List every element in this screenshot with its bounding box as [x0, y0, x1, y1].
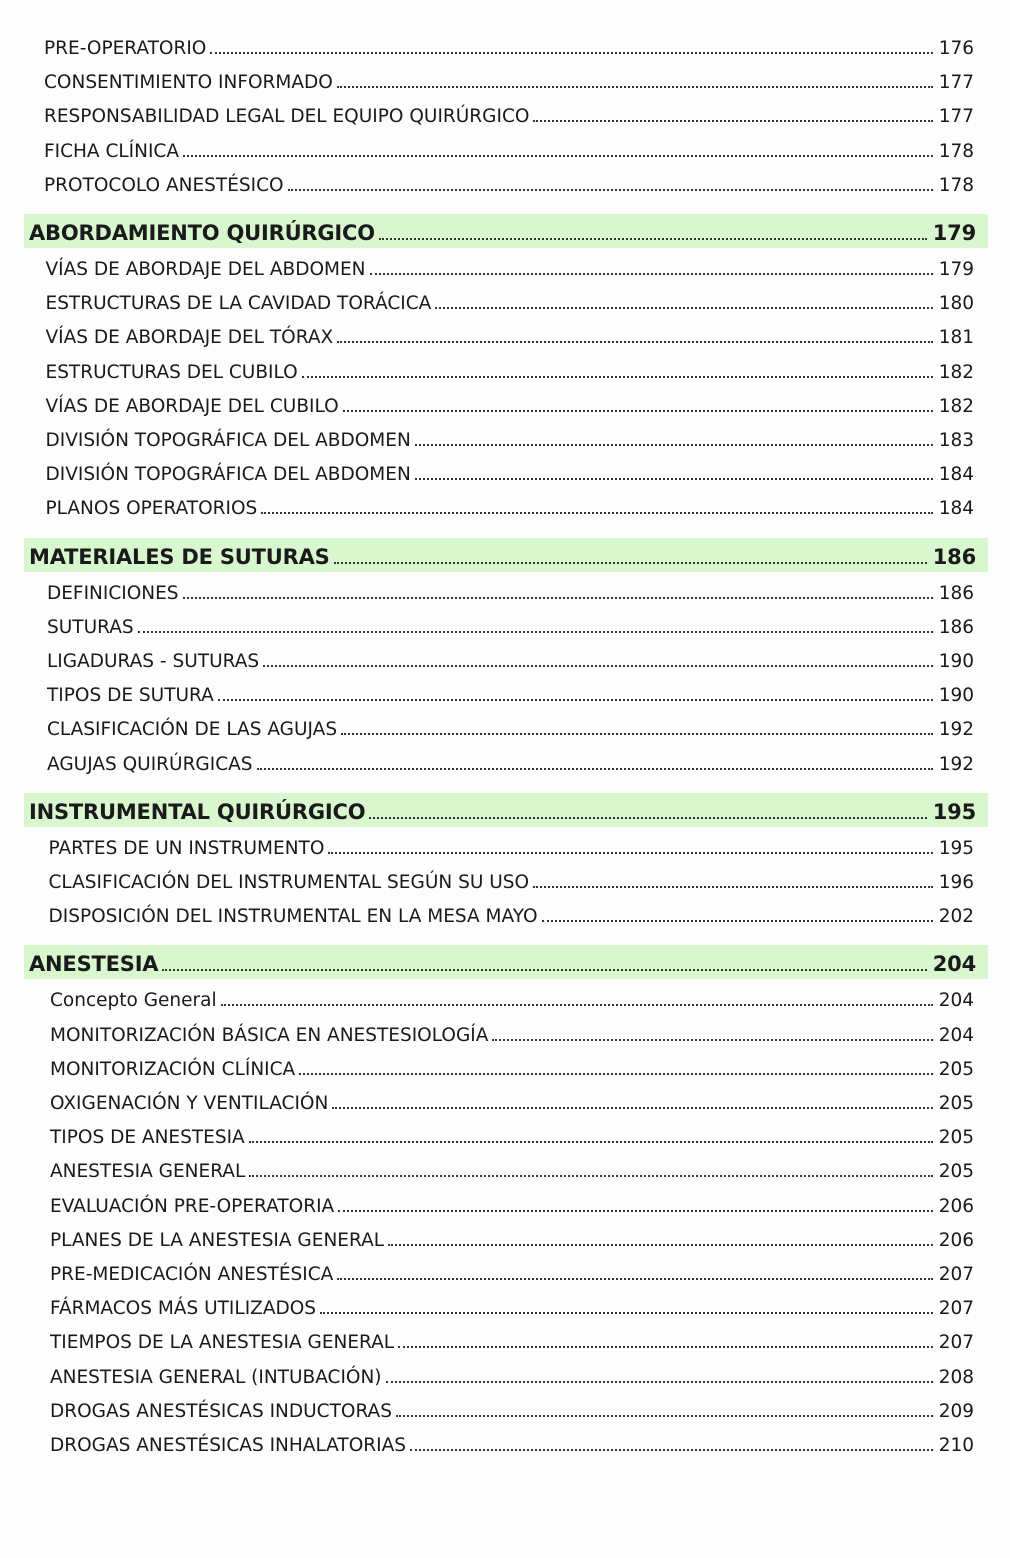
toc-entry[interactable] [50, 1396, 974, 1424]
entry-title: DEFINICIONES [47, 582, 179, 604]
entry-title: ANESTESIA GENERAL (INTUBACIÓN) [50, 1366, 382, 1388]
dot-leader [410, 1449, 933, 1451]
entry-page-number: 206 [938, 1229, 974, 1251]
dot-leader [183, 597, 933, 599]
section-title: MATERIALES DE SUTURAS [29, 544, 330, 569]
entry-title: DIVISIÓN TOPOGRÁFICA DEL ABDOMEN [45, 430, 411, 451]
entry-title: LIGADURAS - SUTURAS [47, 651, 260, 672]
entry-title: DIVISIÓN TOPOGRÁFICA DEL ABDOMEN [45, 464, 411, 486]
dot-leader [257, 768, 933, 770]
entry-page-number: 182 [938, 395, 974, 417]
dot-leader [341, 733, 933, 735]
toc-entry[interactable] [49, 901, 975, 929]
entry-page-number: 207 [938, 1298, 974, 1320]
section-page-number: 195 [932, 799, 976, 824]
entry-title: PLANES DE LA ANESTESIA GENERAL [50, 1229, 385, 1251]
entry-page-number: 210 [938, 1435, 974, 1456]
dot-leader [369, 817, 926, 819]
entry-page-number: 190 [938, 651, 974, 672]
toc-entry[interactable] [50, 1054, 974, 1082]
entry-page-number: 181 [938, 327, 974, 349]
dot-leader [320, 1312, 933, 1314]
entry-title: EVALUACIÓN PRE-OPERATORIA [50, 1195, 335, 1217]
entry-page-number: 186 [938, 616, 974, 638]
toc-entry[interactable] [47, 612, 974, 640]
toc-entry[interactable] [50, 1430, 974, 1458]
entry-title: DISPOSICIÓN DEL INSTRUMENTAL EN LA MESA MAYO [48, 906, 538, 928]
dot-leader [249, 1175, 932, 1177]
entry-title: TIPOS DE SUTURA [47, 685, 214, 707]
entry-title: ANESTESIA GENERAL [50, 1161, 246, 1183]
section-page-number: 204 [932, 952, 976, 977]
dot-leader [533, 886, 933, 888]
dot-leader [343, 410, 933, 412]
entry-title: CLASIFICACIÓN DE LAS AGUJAS [47, 719, 338, 741]
entry-page-number: 184 [938, 498, 974, 520]
section-page-number: 179 [932, 221, 976, 245]
toc-entry[interactable] [46, 391, 975, 419]
entry-title: AGUJAS QUIRÚRGICAS [47, 753, 253, 775]
entry-page-number: 183 [938, 430, 974, 451]
entry-title: PROTOCOLO ANESTÉSICO [44, 174, 284, 196]
entry-title: RESPONSABILIDAD LEGAL DEL EQUIPO QUIRÚRGICO [44, 106, 530, 128]
toc-entry[interactable] [47, 578, 974, 606]
entry-title: VÍAS DE ABORDAJE DEL TÓRAX [45, 327, 334, 349]
entry-page-number: 192 [938, 753, 974, 775]
toc-entry[interactable] [44, 101, 974, 129]
entry-page-number: 205 [938, 1127, 974, 1149]
toc-entry[interactable] [47, 749, 974, 777]
entry-page-number: 196 [938, 872, 974, 893]
toc-entry[interactable] [47, 714, 974, 742]
section-heading[interactable] [24, 538, 988, 572]
toc-entry[interactable] [50, 1225, 974, 1253]
section-title: INSTRUMENTAL QUIRÚRGICO [29, 799, 366, 824]
entry-title: FÁRMACOS MÁS UTILIZADOS [50, 1298, 317, 1320]
entry-page-number: 204 [938, 990, 974, 1012]
dot-leader [302, 376, 933, 378]
entry-page-number: 192 [938, 719, 974, 741]
entry-title: MONITORIZACIÓN CLÍNICA [50, 1058, 296, 1080]
entry-title: OXIGENACIÓN Y VENTILACIÓN [50, 1093, 329, 1114]
entry-page-number: 206 [938, 1195, 974, 1217]
dot-leader [210, 52, 932, 54]
entry-page-number: 205 [938, 1093, 974, 1114]
entry-page-number: 176 [938, 38, 974, 59]
toc-entry[interactable] [50, 1156, 974, 1184]
dot-leader [337, 1278, 932, 1280]
dot-leader [396, 1415, 933, 1417]
toc-entry[interactable] [46, 493, 975, 521]
entry-title: VÍAS DE ABORDAJE DEL CUBILO [45, 395, 339, 417]
entry-page-number: 205 [938, 1161, 974, 1183]
dot-leader [162, 969, 926, 971]
dot-leader [288, 189, 933, 191]
entry-title: PARTES DE UN INSTRUMENTO [48, 837, 325, 859]
dot-leader [388, 1244, 933, 1246]
toc-entry[interactable] [44, 33, 974, 61]
toc-entry[interactable] [44, 170, 974, 198]
toc-entry[interactable] [46, 357, 975, 385]
dot-leader [249, 1141, 933, 1143]
dot-leader [542, 920, 933, 922]
dot-leader [337, 86, 933, 88]
entry-page-number: 205 [938, 1058, 974, 1080]
toc-entry[interactable] [46, 322, 975, 350]
toc-entry[interactable] [50, 1088, 974, 1116]
dot-leader [415, 444, 933, 446]
dot-leader [328, 852, 932, 854]
entry-title: DROGAS ANESTÉSICAS INHALATORIAS [50, 1435, 406, 1456]
entry-title: PLANOS OPERATORIOS [45, 498, 258, 520]
toc-entry[interactable] [50, 1259, 974, 1287]
dot-leader [379, 238, 927, 240]
entry-title: FICHA CLÍNICA [44, 140, 180, 162]
entry-page-number: 178 [938, 174, 974, 196]
dot-leader [337, 341, 933, 343]
toc-entry[interactable] [46, 459, 975, 487]
toc-entry[interactable] [44, 136, 974, 164]
entry-page-number: 207 [938, 1264, 974, 1285]
entry-page-number: 184 [938, 464, 974, 486]
entry-page-number: 202 [938, 906, 974, 928]
toc-entry[interactable] [50, 1293, 974, 1321]
dot-leader [435, 307, 932, 309]
entry-page-number: 182 [938, 361, 974, 383]
section-title: ABORDAMIENTO QUIRÚRGICO [29, 221, 375, 245]
toc-entry[interactable] [50, 1362, 974, 1390]
section-heading[interactable] [24, 945, 988, 979]
entry-title: TIPOS DE ANESTESIA [50, 1127, 245, 1149]
dot-leader [218, 699, 933, 701]
entry-page-number: 186 [938, 582, 974, 604]
entry-title: ESTRUCTURAS DEL CUBILO [45, 361, 298, 383]
dot-leader [299, 1073, 932, 1075]
entry-page-number: 178 [938, 140, 974, 162]
entry-page-number: 177 [938, 106, 974, 128]
toc-entry[interactable] [50, 1191, 974, 1219]
dot-leader [221, 1004, 933, 1006]
entry-title: CONSENTIMIENTO INFORMADO [44, 72, 333, 94]
dot-leader [338, 1210, 933, 1212]
dot-leader [263, 665, 933, 667]
entry-title: TIEMPOS DE LA ANESTESIA GENERAL [50, 1332, 395, 1354]
entry-title: DROGAS ANESTÉSICAS INDUCTORAS [50, 1400, 392, 1422]
entry-page-number: 207 [938, 1332, 974, 1354]
entry-title: CLASIFICACIÓN DEL INSTRUMENTAL SEGÚN SU USO [48, 872, 530, 893]
entry-page-number: 208 [938, 1366, 974, 1388]
entry-page-number: 195 [938, 837, 974, 859]
toc-entry[interactable] [50, 1020, 974, 1048]
toc-entry[interactable] [46, 288, 975, 316]
entry-title: VÍAS DE ABORDAJE DEL ABDOMEN [45, 259, 366, 280]
entry-page-number: 180 [938, 293, 974, 315]
toc-entry[interactable] [50, 985, 974, 1013]
entry-title: SUTURAS [47, 616, 134, 638]
entry-page-number: 190 [938, 685, 974, 707]
entry-title: ESTRUCTURAS DE LA CAVIDAD TORÁCICA [45, 293, 432, 315]
toc-entry[interactable] [47, 680, 974, 708]
dot-leader [415, 478, 933, 480]
entry-title: PRE-MEDICACIÓN ANESTÉSICA [50, 1264, 334, 1285]
entry-page-number: 209 [938, 1400, 974, 1422]
dot-leader [398, 1346, 933, 1348]
entry-title: PRE-OPERATORIO [44, 38, 207, 59]
dot-leader [386, 1381, 933, 1383]
dot-leader [332, 1107, 932, 1109]
toc-entry[interactable] [46, 254, 975, 282]
toc-entry[interactable] [50, 1327, 974, 1355]
dot-leader [533, 120, 932, 122]
section-heading[interactable] [24, 793, 988, 827]
toc-entry[interactable] [44, 67, 974, 95]
entry-page-number: 177 [938, 72, 974, 94]
section-heading[interactable] [24, 214, 988, 248]
dot-leader [492, 1039, 932, 1041]
section-title: ANESTESIA [29, 952, 159, 977]
dot-leader [334, 562, 927, 564]
toc-entry[interactable] [49, 867, 975, 895]
entry-title: Concepto General [50, 990, 217, 1012]
section-page-number: 186 [932, 544, 976, 569]
entry-title: MONITORIZACIÓN BÁSICA EN ANESTESIOLOGÍA [50, 1024, 489, 1046]
dot-leader [138, 631, 933, 633]
entry-page-number: 204 [938, 1024, 974, 1046]
toc-entry[interactable] [46, 425, 975, 453]
dot-leader [370, 273, 933, 275]
dot-leader [261, 512, 932, 514]
toc-entry[interactable] [50, 1122, 974, 1150]
toc-entry[interactable] [49, 833, 975, 861]
dot-leader [183, 155, 933, 157]
entry-page-number: 179 [938, 259, 974, 280]
toc-entry[interactable] [47, 646, 974, 674]
